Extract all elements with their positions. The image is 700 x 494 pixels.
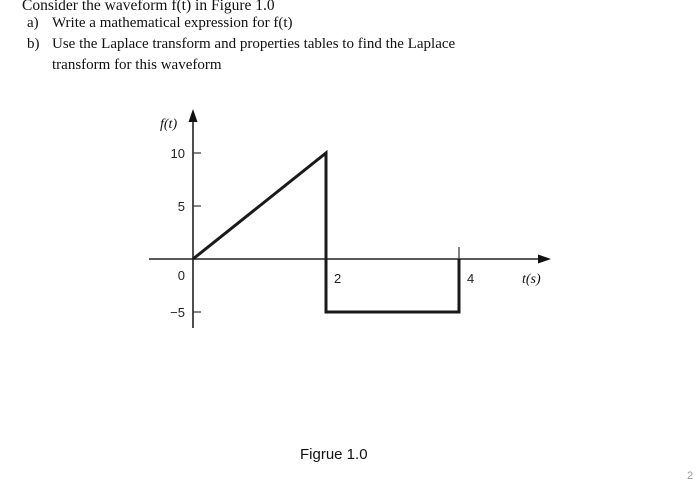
x-axis-title: t(s) [522,272,541,287]
waveform-line [193,153,459,312]
y-tick-label: 5 [177,199,185,214]
part-a-marker: a) [27,15,39,31]
y-ticks [170,146,201,320]
part-b-text: Use the Laplace transform and properties tables to find the Laplace [52,36,456,52]
series-layer [193,153,459,312]
y-tick-label: 10 [170,146,185,161]
y-tick-label: 0 [177,268,185,283]
figure-caption: Figrue 1.0 [300,446,368,463]
y-axis-title: f(t) [160,117,178,132]
y-tick-label: −5 [170,305,185,320]
part-a-text: Write a mathematical expression for f(t) [52,15,293,31]
part-b-marker: b) [27,36,40,52]
x-ticks [326,247,474,286]
x-tick-label: 4 [467,271,475,286]
y-axis-arrowhead [189,109,198,122]
page-number: 2 [687,470,694,482]
question-part-b-continuation: transform for this waveform [52,57,222,73]
question-intro: Consider the waveform f(t) in Figure 1.0 [22,0,275,14]
x-tick-label: 2 [334,271,342,286]
x-axis-arrowhead [538,255,551,264]
